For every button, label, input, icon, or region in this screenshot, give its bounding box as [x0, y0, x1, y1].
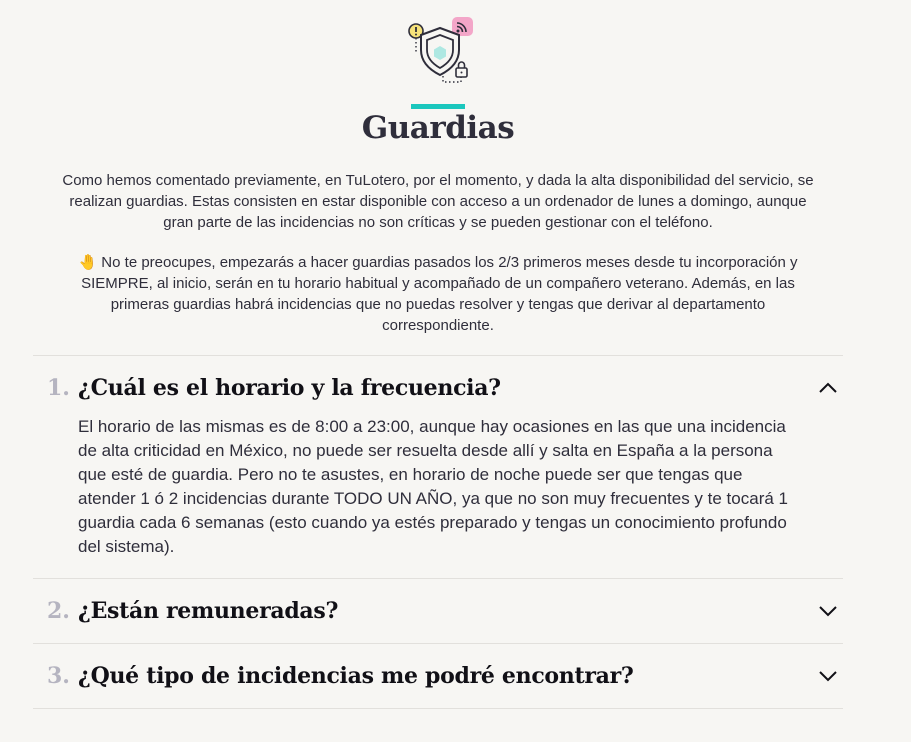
- faq-item: [33, 578, 843, 643]
- chevron-down-icon[interactable]: [813, 596, 843, 626]
- page-title: Guardias: [361, 110, 515, 146]
- faq-item: [33, 355, 843, 578]
- faq-item-question: ¿Qué tipo de incidencias me podré encontrar?: [78, 663, 634, 689]
- faq-item: [33, 643, 843, 709]
- faq-item-answer: El horario de las mismas es de 8:00 a 23:00, aunque hay ocasiones en las que una incidencia de alta criticidad en México, no puede ser resuelta desde allí y salta en España a la persona que esté de guardia. Pero no te asustes, en horario de noche puede ser que tengas que atender 1 ó 2 incidencias durante TODO UN AÑO, ya que no son muy frecuentes y te tocará 1 guardia cada 6 semanas (esto cuando ya estés preparado y tengas un conocimiento profundo del sistema).: [78, 417, 788, 556]
- note-text: No te preocupes, empezarás a hacer guardias pasados los 2/3 primeros meses desde tu incorporación y SIEMPRE, al inicio, serán en tu horario habitual y acompañado de un compañero veterano. Además, en las primeras guardias habrá incidencias que no puedas resolver y tengas que derivar al departamento correspondiente.: [81, 254, 798, 334]
- faq-item-header[interactable]: [33, 644, 843, 708]
- faq-item-header[interactable]: [33, 356, 843, 420]
- intro-paragraph: Como hemos comentado previamente, en TuLotero, por el momento, y dada la alta disponibilidad del servicio, se realizan guardias. Estas consisten en estar disponible con acceso a un ordenador de lunes a domingo, aunque gran parte de las incidencias no son críticas y se pueden gestionar con el teléfono.: [62, 172, 814, 231]
- note-paragraph: [60, 252, 816, 336]
- faq-item-header[interactable]: [33, 579, 843, 643]
- chevron-up-icon[interactable]: [813, 373, 843, 403]
- title-accent-line: [411, 104, 465, 109]
- chevron-down-icon[interactable]: [813, 661, 843, 691]
- faq-accordion: [33, 355, 843, 709]
- raised-hand-icon: 🤚: [78, 254, 98, 271]
- shield-security-icon: [405, 14, 477, 88]
- faq-item-number: 2.: [47, 598, 70, 624]
- faq-item-question: ¿Están remuneradas?: [78, 598, 339, 624]
- faq-item-number: 1.: [47, 375, 70, 401]
- faq-item-number: 3.: [47, 663, 70, 689]
- faq-item-question: ¿Cuál es el horario y la frecuencia?: [78, 375, 501, 401]
